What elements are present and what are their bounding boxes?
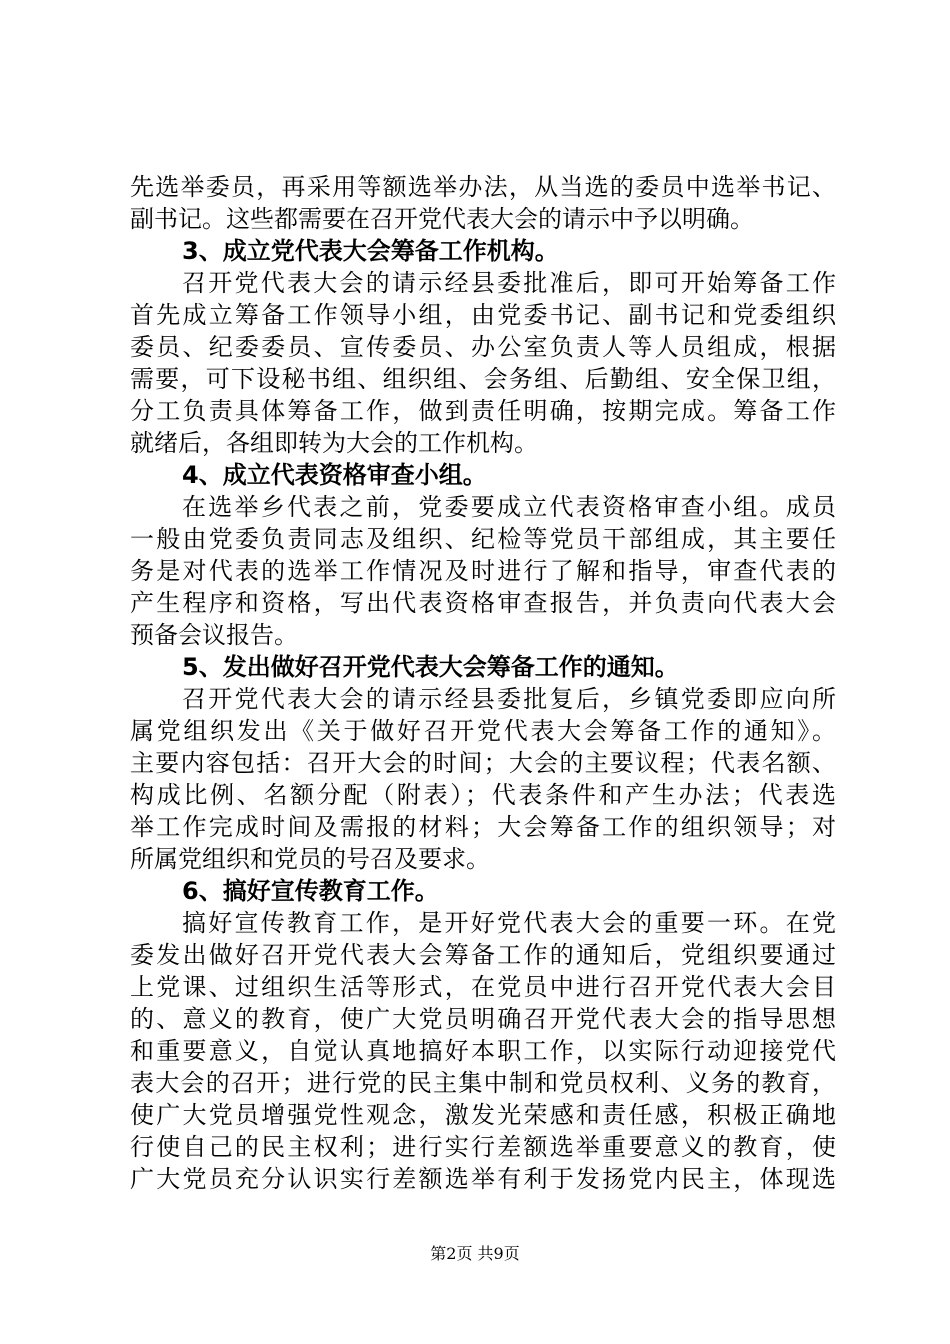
text-line: 使广大党员增强党性观念，激发光荣感和责任感，积极正确地 [130,1101,836,1129]
document-body [130,171,836,1195]
page-footer [0,1244,950,1264]
text-line: 分工负责具体筹备工作，做到责任明确，按期完成。筹备工作 [130,397,836,425]
text-line: 搞好宣传教育工作，是开好党代表大会的重要一环。在党 [182,909,836,937]
section-heading: 4、成立代表资格审查小组。 [182,461,487,489]
section-heading: 3、成立党代表大会筹备工作机构。 [182,237,559,265]
section-heading: 6、搞好宣传教育工作。 [182,877,439,905]
paragraph [130,171,836,235]
text-line: 委员、纪委委员、宣传委员、办公室负责人等人员组成，根据 [130,333,836,361]
text-line: 一般由党委负责同志及组织、纪检等党员干部组成，其主要任 [130,525,836,553]
text-line: 预备会议报告。 [130,621,298,649]
text-line: 在选举乡代表之前，党委要成立代表资格审查小组。成员 [182,493,836,521]
paragraph [130,267,836,459]
text-line: 所属党组织和党员的号召及要求。 [130,845,490,873]
text-line: 和重要意义，自觉认真地搞好本职工作，以实际行动迎接党代 [130,1037,836,1065]
text-line: 副书记。这些都需要在召开党代表大会的请示中予以明确。 [130,205,754,233]
text-line: 广大党员充分认识实行差额选举有利于发扬党内民主，体现选 [130,1165,836,1193]
text-line: 需要，可下设秘书组、组织组、会务组、后勤组、安全保卫组， [130,365,836,393]
paragraph [130,491,836,651]
section-heading: 5、发出做好召开党代表大会筹备工作的通知。 [182,653,679,681]
text-line: 表大会的召开；进行党的民主集中制和党员权利、义务的教育， [130,1069,836,1097]
text-line: 首先成立筹备工作领导小组，由党委书记、副书记和党委组织 [130,301,836,329]
text-line: 就绪后，各组即转为大会的工作机构。 [130,429,538,457]
text-line: 行使自己的民主权利；进行实行差额选举重要意义的教育，使 [130,1133,836,1161]
paragraph [130,907,836,1195]
text-line: 的、意义的教育，使广大党员明确召开党代表大会的指导思想 [130,1005,836,1033]
text-line: 主要内容包括：召开大会的时间；大会的主要议程；代表名额、 [130,749,836,777]
text-line: 召开党代表大会的请示经县委批复后，乡镇党委即应向所 [182,685,836,713]
paragraph [130,683,836,875]
text-line: 举工作完成时间及需报的材料；大会筹备工作的组织领导；对 [130,813,836,841]
text-line: 委发出做好召开党代表大会筹备工作的通知后，党组织要通过 [130,941,836,969]
text-line: 先选举委员，再采用等额选举办法，从当选的委员中选举书记、 [130,173,836,201]
text-line: 属党组织发出《关于做好召开党代表大会筹备工作的通知》。 [130,717,836,745]
text-line: 上党课、过组织生活等形式，在党员中进行召开党代表大会目 [130,973,836,1001]
text-line: 产生程序和资格，写出代表资格审查报告，并负责向代表大会 [130,589,836,617]
text-line: 召开党代表大会的请示经县委批准后，即可开始筹备工作 [182,269,836,297]
page-number-label: 第2页 共9页 [430,1244,520,1263]
text-line: 务是对代表的选举工作情况及时进行了解和指导，审查代表的 [130,557,836,585]
text-line: 构成比例、名额分配（附表）；代表条件和产生办法；代表选 [130,781,836,809]
